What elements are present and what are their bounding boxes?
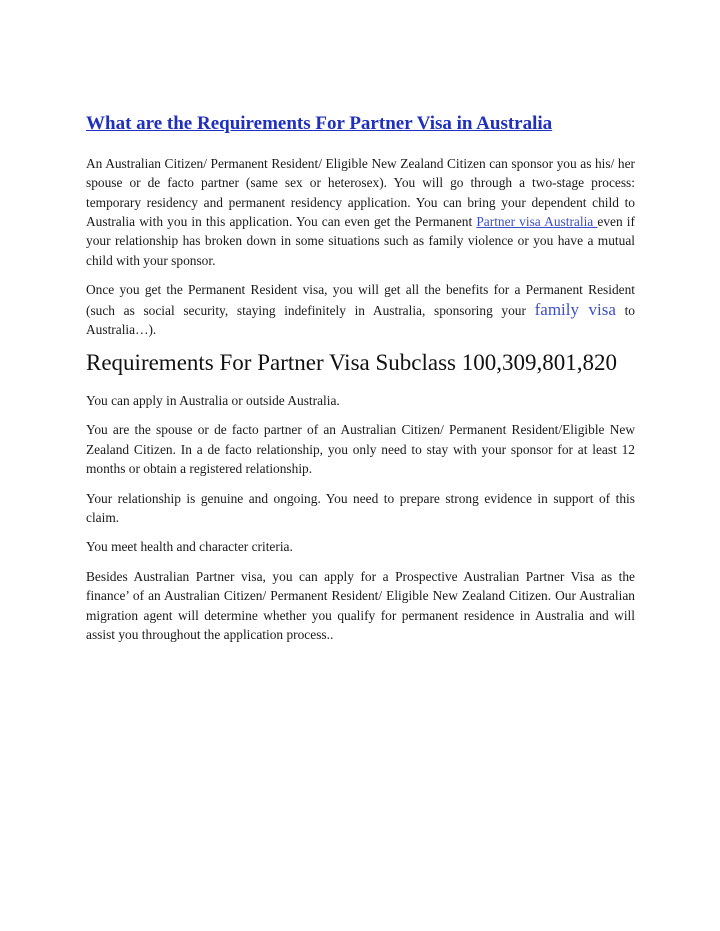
requirement-location: You can apply in Australia or outside Australia.: [86, 393, 340, 408]
document-page: [86, 112, 635, 654]
benefits-paragraph: [86, 280, 635, 339]
intro-paragraph: [86, 154, 635, 270]
requirements-heading: Requirements For Partner Visa Subclass 100,309,801,820: [86, 350, 617, 376]
intro-text-before: An Australian Citizen/ Permanent Resident/ Eligible New Zealand Citizen can sponsor you as his/ her spouse or de facto partner (same sex or heterosex). You will go through a two-stage process: temporary residency and permanent residency application. You can bring your dependent child to Australia with you in this application. You can even get the Permanent: [86, 155, 635, 229]
document-title[interactable]: What are the Requirements For Partner Visa in Australia: [86, 113, 553, 134]
requirement-health: You meet health and character criteria.: [86, 539, 293, 555]
requirement-relationship: You are the spouse or de facto partner of an Australian Citizen/ Permanent Resident/Eligible New Zealand Citizen. In a de facto relationship, you only need to stay with your sponsor for at least 12 months or obtain a registered relationship.: [86, 422, 635, 477]
requirement-genuine: Your relationship is genuine and ongoing. You need to prepare strong evidence in support of this claim.: [86, 490, 635, 526]
partner-visa-australia-link[interactable]: Partner visa Australia: [476, 213, 598, 229]
prospective-visa-paragraph: Besides Australian Partner visa, you can apply for a Prospective Australian Partner Visa as the finance’ of an Australian Citizen/ Permanent Resident/ Eligible New Zealand Citizen. Our Australian migration agent will determine whether you qualify for permanent residence in Australia and will assist you throughout the application process..: [86, 568, 635, 643]
intro-text-after: even if your relationship has broken down in some situations such as family violence or you have a mutual child with your sponsor.: [86, 213, 635, 268]
benefits-text-after: to Australia…).: [86, 302, 636, 337]
family-visa-link[interactable]: family visa: [534, 299, 616, 319]
benefits-text-before: Once you get the Permanent Resident visa, you will get all the benefits for a Permanent Resident (such as social security, staying indefinitely in Australia, sponsoring your: [86, 282, 635, 318]
